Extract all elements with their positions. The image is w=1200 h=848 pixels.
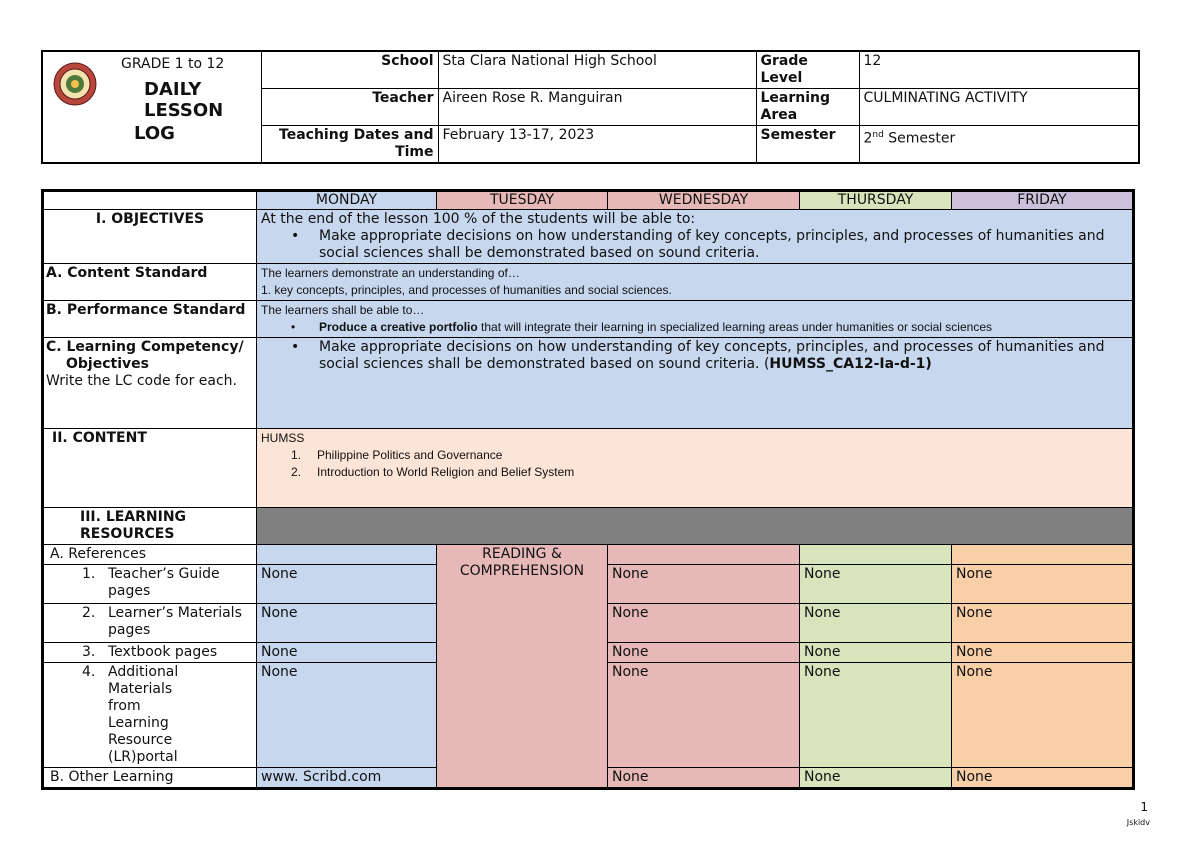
tg-wednesday: None [608, 565, 800, 604]
day-monday: MONDAY [257, 191, 437, 210]
learning-area-label: Learning Area [756, 89, 859, 126]
content-item-2: 2. Introduction to World Religion and Belief System [291, 465, 575, 479]
resources-header-fill [257, 508, 1134, 545]
title-lesson: LESSON [144, 100, 224, 121]
other-thursday: None [800, 768, 952, 789]
performance-standard-bullet: • Produce a creative portfolio that will integrate their learning in specialized learning areas under humanities or social sciences [261, 319, 1128, 336]
grade-level-label: Grade Level [756, 51, 859, 89]
objectives-intro: At the end of the lesson 100 % of the students will be able to: [261, 211, 696, 227]
school-value: Sta Clara National High School [438, 51, 756, 89]
resource-row-additional: 4. Additional Materials from Learning Resource (LR)portal [43, 663, 257, 768]
day-friday: FRIDAY [952, 191, 1134, 210]
performance-standard-line1: The learners shall be able to… [261, 303, 425, 317]
competency-cell [257, 338, 1134, 429]
day-thursday: THURSDAY [800, 191, 952, 210]
header-table [41, 50, 1140, 164]
other-monday: www. Scribd.com [257, 768, 437, 789]
resources-label: III. LEARNING RESOURCES [43, 508, 257, 545]
competency-note: Write the LC code for each. [46, 373, 237, 389]
competency-label: C. Learning Competency/Objectives [46, 339, 244, 372]
references-friday [952, 545, 1134, 565]
other-friday: None [952, 768, 1134, 789]
teacher-value: Aireen Rose R. Manguiran [438, 89, 756, 126]
content-standard-line1: The learners demonstrate an understanding of… [261, 266, 520, 280]
performance-standard-cell [257, 301, 1134, 338]
school-label: School [261, 51, 438, 89]
references-wednesday [608, 545, 800, 565]
semester-value: 2nd Semester [859, 126, 1139, 164]
competency-label-cell [43, 338, 257, 429]
tuesday-reading-cell: READING & COMPREHENSION [437, 545, 608, 789]
tg-monday: None [257, 565, 437, 604]
day-wednesday: WEDNESDAY [608, 191, 800, 210]
lm-thursday: None [800, 604, 952, 643]
competency-bullet: • Make appropriate decisions on how understanding of key concepts, principles, and processes of humanities and social sciences shall be demonstrated based on sound criteria. (HUMSS_CA12-Ia-d-1) [261, 339, 1128, 373]
lm-wednesday: None [608, 604, 800, 643]
resource-row-tg: 1. Teacher’s Guide pages [43, 565, 257, 604]
other-wednesday: None [608, 768, 800, 789]
content-cell [257, 429, 1134, 508]
content-standard-cell [257, 264, 1134, 301]
deped-logo-cell [42, 51, 261, 163]
semester-label: Semester [756, 126, 859, 164]
other-learning-label: B. Other Learning [43, 768, 257, 789]
textbook-monday: None [257, 643, 437, 663]
content-standard-line2: 1. key concepts, principles, and processes of humanities and social sciences. [261, 283, 672, 297]
references-monday [257, 545, 437, 565]
content-strand: HUMSS [261, 431, 305, 445]
additional-monday: None [257, 663, 437, 768]
learning-area-value: CULMINATING ACTIVITY [859, 89, 1139, 126]
additional-wednesday: None [608, 663, 800, 768]
content-standard-label: A. Content Standard [43, 264, 257, 301]
performance-standard-label: B. Performance Standard [43, 301, 257, 338]
additional-thursday: None [800, 663, 952, 768]
content-item-1: 1. Philippine Politics and Governance [291, 448, 503, 462]
resource-row-lm: 2. Learner’s Materials pages [43, 604, 257, 643]
additional-friday: None [952, 663, 1134, 768]
textbook-friday: None [952, 643, 1134, 663]
footer-mark: Jskidv [1126, 818, 1150, 827]
title-log: LOG [134, 123, 175, 144]
dates-label: Teaching Dates and Time [261, 126, 438, 164]
grade-level-value: 12 [859, 51, 1139, 89]
lm-monday: None [257, 604, 437, 643]
lm-friday: None [952, 604, 1134, 643]
textbook-wednesday: None [608, 643, 800, 663]
textbook-thursday: None [800, 643, 952, 663]
day-tuesday: TUESDAY [437, 191, 608, 210]
objectives-bullet: • Make appropriate decisions on how understanding of key concepts, principles, and processes of humanities and social sciences shall be demonstrated based on sound criteria. [261, 228, 1128, 262]
objectives-label: I. OBJECTIVES [43, 210, 257, 264]
tg-thursday: None [800, 565, 952, 604]
title-daily: DAILY [144, 79, 202, 100]
content-label: II. CONTENT [43, 429, 257, 508]
corner-cell [43, 191, 257, 210]
deped-seal-icon [53, 62, 97, 106]
resource-row-textbook: 3. Textbook pages [43, 643, 257, 663]
tg-friday: None [952, 565, 1134, 604]
dates-value: February 13-17, 2023 [438, 126, 756, 164]
grade-range: GRADE 1 to 12 [121, 56, 225, 72]
objectives-cell [257, 210, 1134, 264]
references-label: A. References [43, 545, 257, 565]
teacher-label: Teacher [261, 89, 438, 126]
references-thursday [800, 545, 952, 565]
page-number: 1 [1140, 800, 1148, 814]
lesson-log-table [41, 189, 1135, 790]
